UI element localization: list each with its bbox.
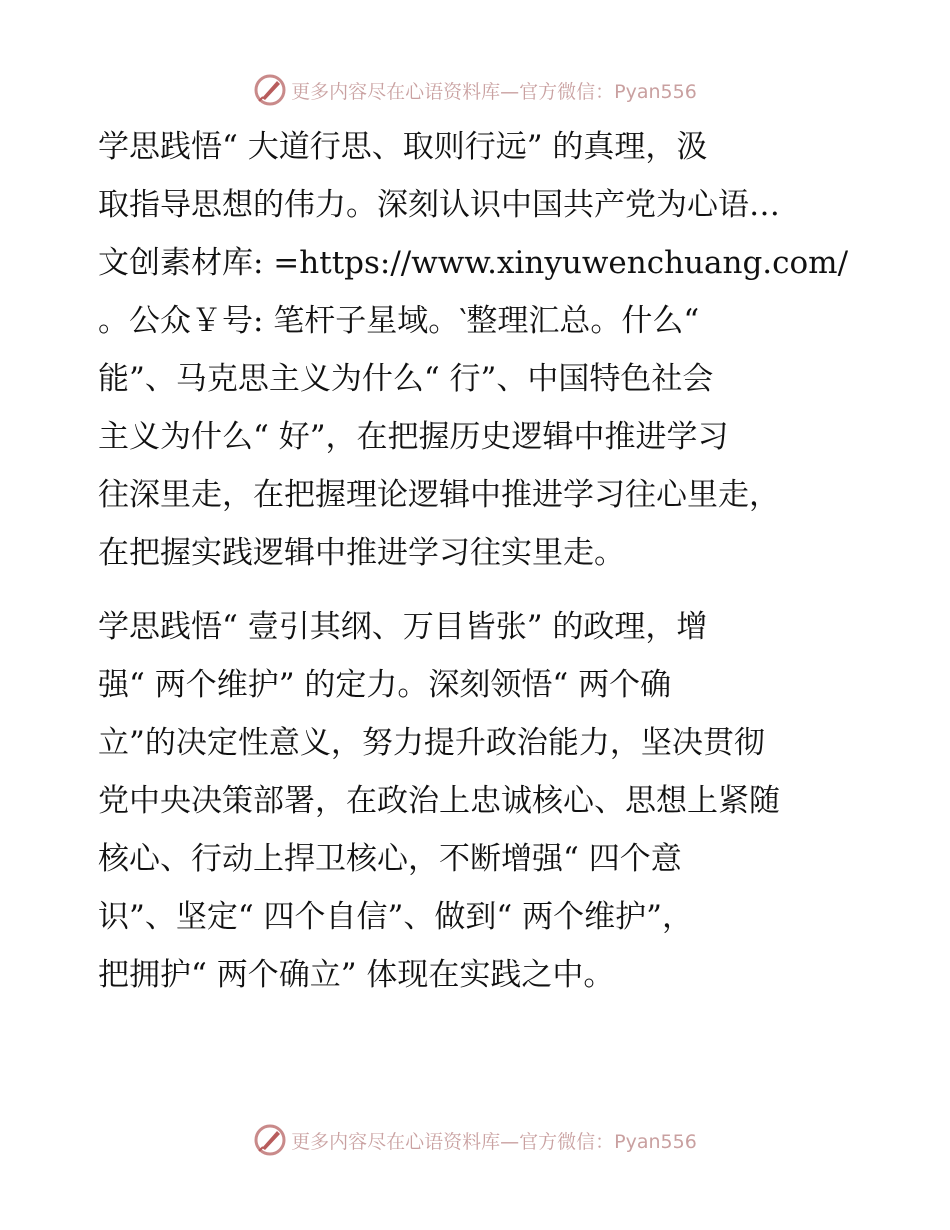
text-line: 党中央决策部署，在政治上忠诚核心、思想上紧随 [98,783,780,819]
quill-seal-icon [253,73,287,107]
watermark-text: 更多内容尽在心语资料库—官方微信：Pyan556 [291,1130,697,1153]
text-line: 文创素材库: =https://www.xinyuwenchuang.com/ [98,245,849,281]
text-line: 。公众￥号: 笔杆子星域。‵整理汇总。什么“ [98,303,700,339]
header-watermark [0,70,950,110]
text-line: 在把握实践逻辑中推进学习往实里走。 [98,535,625,571]
text-line: 立”的决定性意义，努力提升政治能力，坚决贯彻 [98,725,765,761]
text-line: 学思践悟“ 大道行思、取则行远” 的真理，汲 [98,129,708,165]
text-line: 取指导思想的伟力。深刻认识中国共产党为心语… [98,187,780,223]
watermark-text: 更多内容尽在心语资料库—官方微信：Pyan556 [291,80,697,103]
text-line: 把拥护“ 两个确立” 体现在实践之中。 [98,957,615,993]
document-body [98,118,858,1004]
text-line: 识”、坚定“ 四个自信”、做到“ 两个维护”， [98,899,693,935]
text-line: 学思践悟“ 壹引其纲、万目皆张” 的政理，增 [98,609,708,645]
footer-watermark [0,1120,950,1160]
paragraph-2 [98,598,858,1004]
text-line: 强“ 两个维护” 的定力。深刻领悟“ 两个确 [98,667,672,703]
paragraph-1 [98,118,858,582]
text-line: 能”、马克思主义为什么“ 行”、中国特色社会 [98,361,714,397]
text-line: 核心、行动上捍卫核心，不断增强“ 四个意 [98,841,682,877]
quill-seal-icon [253,1123,287,1157]
text-line: 主义为什么“ 好”，在把握历史逻辑中推进学习 [98,419,729,455]
text-line: 往深里走，在把握理论逻辑中推进学习往心里走， [98,477,780,513]
